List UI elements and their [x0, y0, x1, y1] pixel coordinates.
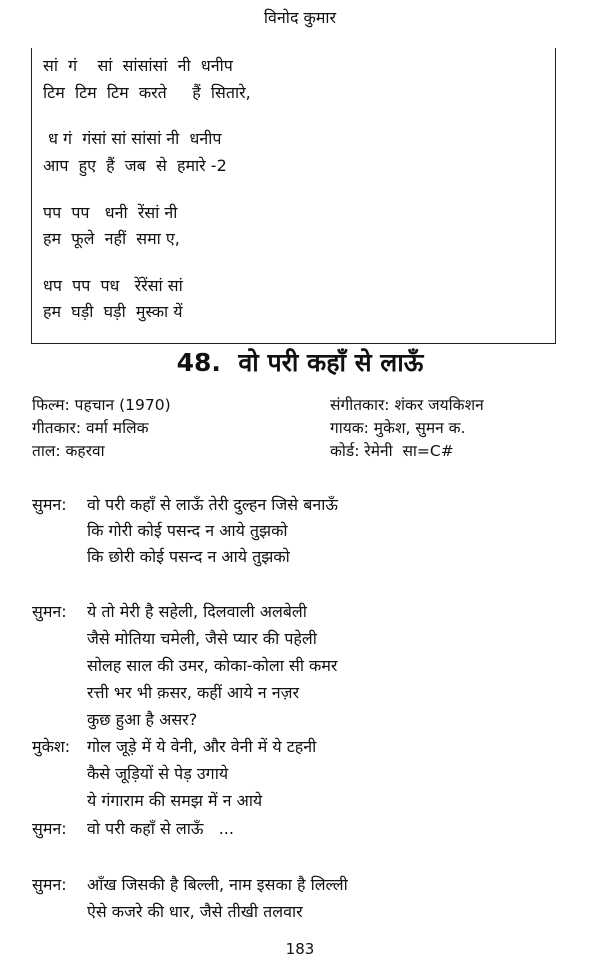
lyric-line: जैसे मोतिया चमेली, जैसे प्यार की पहेली: [87, 629, 317, 648]
notation-line: हम फूले नहीं समा ए,: [43, 229, 180, 248]
speaker-label: सुमन:: [32, 495, 67, 514]
speaker-label: सुमन:: [32, 875, 67, 894]
lyric-line: वो परी कहाँ से लाऊँ तेरी दुल्हन जिसे बनाऊँ: [87, 495, 338, 514]
meta-taal: ताल: कहरवा: [32, 442, 105, 460]
notation-line: टिम टिम टिम करते हैं सितारे,: [43, 83, 251, 102]
lyric-line: रत्ती भर भी क़सर, कहीं आये न नज़र: [87, 683, 299, 702]
meta-composer: संगीतकार: शंकर जयकिशन: [330, 396, 484, 414]
meta-chords: कोर्ड: रेमेनी सा=C#: [330, 442, 454, 460]
meta-lyricist: गीतकार: वर्मा मलिक: [32, 419, 149, 437]
page-header-author: विनोद कुमार: [263, 8, 337, 27]
song-title: वो परी कहाँ से लाऊँ: [238, 348, 424, 377]
lyric-line: कैसे जूड़ियों से पेड़ उगाये: [87, 764, 229, 783]
meta-singers: गायक: मुकेश, सुमन क.: [330, 419, 466, 437]
song-number: 48.: [176, 348, 221, 377]
speaker-label: सुमन:: [32, 819, 67, 838]
notation-line: ध गं गंसां सां सांसां नी धनीप: [43, 129, 222, 148]
lyric-line: आँख जिसकी है बिल्ली, नाम इसका है लिल्ली: [87, 875, 348, 894]
meta-film: फिल्म: पहचान (1970): [32, 396, 171, 414]
notation-line: आप हुए हैं जब से हमारे -2: [43, 156, 227, 175]
page-number: 183: [285, 940, 315, 958]
notation-line: हम घड़ी घड़ी मुस्का यें: [43, 302, 183, 321]
lyric-line: ये तो मेरी है सहेली, दिलवाली अलबेली: [87, 602, 307, 621]
lyric-line: गोल जूड़े में ये वेनी, और वेनी में ये टहनी: [87, 737, 317, 756]
lyric-line: कि छोरी कोई पसन्द न आये तुझको: [87, 547, 290, 566]
lyric-line: कुछ हुआ है असर?: [87, 710, 198, 729]
speaker-label: सुमन:: [32, 602, 67, 621]
lyric-line: ऐसे कजरे की धार, जैसे तीखी तलवार: [87, 902, 303, 921]
notation-line: सां गं सां सांसांसां नी धनीप: [43, 56, 233, 75]
lyric-line: वो परी कहाँ से लाऊँ ...: [87, 819, 234, 838]
song-heading: [0, 346, 600, 380]
speaker-label: मुकेश:: [32, 737, 71, 756]
notation-line: पप पप धनी रेंसां नी: [43, 203, 178, 222]
notation-line: धप पप पध रेंरेंसां सां: [43, 276, 183, 295]
lyric-line: ये गंगाराम की समझ में न आये: [87, 791, 263, 810]
lyric-line: सोलह साल की उमर, कोका-कोला सी कमर: [87, 656, 338, 675]
lyric-line: कि गोरी कोई पसन्द न आये तुझको: [87, 521, 288, 540]
notation-box: [31, 48, 556, 344]
